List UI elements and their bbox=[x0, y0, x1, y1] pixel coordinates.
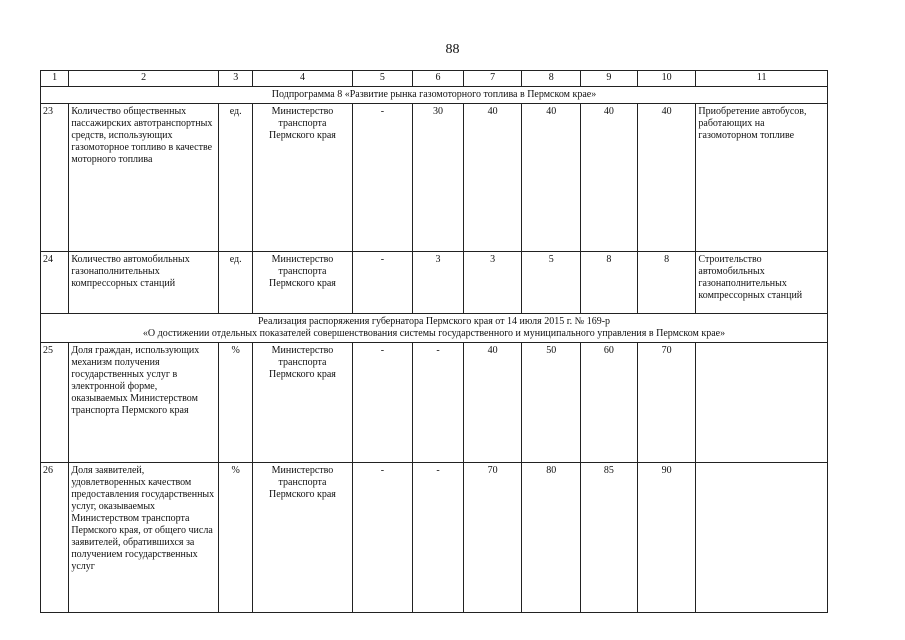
value-col10: 70 bbox=[637, 343, 696, 463]
value-col8: 50 bbox=[522, 343, 581, 463]
unit: % bbox=[219, 343, 253, 463]
table-row bbox=[41, 463, 828, 613]
page-number: 88 bbox=[445, 42, 460, 57]
value-col7: 3 bbox=[463, 252, 522, 314]
table-row bbox=[41, 252, 828, 314]
section-title-line: Реализация распоряжения губернатора Пермского края от 14 июля 2015 г. № 169-р bbox=[257, 316, 611, 327]
column-number: 10 bbox=[637, 71, 696, 87]
value-col5: - bbox=[352, 463, 413, 613]
note: Строительство автомобильных газонаполнительных компрессорных станций bbox=[696, 252, 828, 314]
unit: % bbox=[219, 463, 253, 613]
value-col6: - bbox=[413, 463, 464, 613]
value-col7: 40 bbox=[463, 104, 522, 252]
executor: Министерство транспорта Пермского края bbox=[253, 252, 352, 314]
column-number: 1 bbox=[41, 71, 69, 87]
note: Приобретение автобусов, работающих на газомоторном топливе bbox=[696, 104, 828, 252]
executor: Министерство транспорта Пермского края bbox=[253, 463, 352, 613]
section-title: Подпрограмма 8 «Развитие рынка газомоторного топлива в Пермском крае» bbox=[41, 87, 828, 104]
column-number: 6 bbox=[413, 71, 464, 87]
value-col5: - bbox=[352, 104, 413, 252]
row-number: 25 bbox=[41, 343, 69, 463]
executor: Министерство транспорта Пермского края bbox=[253, 104, 352, 252]
row-number: 26 bbox=[41, 463, 69, 613]
value-col5: - bbox=[352, 252, 413, 314]
table-row bbox=[41, 343, 828, 463]
column-numbers-row bbox=[41, 71, 828, 87]
column-number: 7 bbox=[463, 71, 522, 87]
column-number: 2 bbox=[69, 71, 219, 87]
value-col5: - bbox=[352, 343, 413, 463]
indicator-name: Доля граждан, использующих механизм получения государственных услуг в электронной форме, оказываемых Министерством транспорта Пермского края bbox=[69, 343, 219, 463]
indicators-table bbox=[40, 70, 828, 613]
column-number: 8 bbox=[522, 71, 581, 87]
column-number: 3 bbox=[219, 71, 253, 87]
indicator-name: Доля заявителей, удовлетворенных качеством предоставления государственных услуг, оказываемых Министерством транспорта Пермского края, от общего числа заявителей, обратившихся за получением государственных услуг bbox=[69, 463, 219, 613]
section-title bbox=[41, 314, 828, 343]
column-number: 4 bbox=[253, 71, 352, 87]
value-col9: 40 bbox=[581, 104, 638, 252]
value-col6: 30 bbox=[413, 104, 464, 252]
column-number: 5 bbox=[352, 71, 413, 87]
value-col10: 40 bbox=[637, 104, 696, 252]
value-col7: 40 bbox=[463, 343, 522, 463]
value-col8: 80 bbox=[522, 463, 581, 613]
value-col9: 60 bbox=[581, 343, 638, 463]
unit: ед. bbox=[219, 104, 253, 252]
value-col8: 40 bbox=[522, 104, 581, 252]
value-col7: 70 bbox=[463, 463, 522, 613]
section-title-line: «О достижении отдельных показателей совершенствования системы государственного и муниципального управления в Пермском крае» bbox=[142, 328, 726, 339]
value-col10: 8 bbox=[637, 252, 696, 314]
value-col6: - bbox=[413, 343, 464, 463]
note bbox=[696, 343, 828, 463]
unit: ед. bbox=[219, 252, 253, 314]
column-number: 11 bbox=[696, 71, 828, 87]
value-col8: 5 bbox=[522, 252, 581, 314]
executor: Министерство транспорта Пермского края bbox=[253, 343, 352, 463]
section-row bbox=[41, 87, 828, 104]
row-number: 24 bbox=[41, 252, 69, 314]
note bbox=[696, 463, 828, 613]
column-number: 9 bbox=[581, 71, 638, 87]
value-col6: 3 bbox=[413, 252, 464, 314]
indicator-name: Количество автомобильных газонаполнительных компрессорных станций bbox=[69, 252, 219, 314]
value-col10: 90 bbox=[637, 463, 696, 613]
indicator-name: Количество общественных пассажирских автотранспортных средств, использующих газомоторное топливо в качестве моторного топлива bbox=[69, 104, 219, 252]
section-row bbox=[41, 314, 828, 343]
value-col9: 85 bbox=[581, 463, 638, 613]
row-number: 23 bbox=[41, 104, 69, 252]
table-row bbox=[41, 104, 828, 252]
value-col9: 8 bbox=[581, 252, 638, 314]
